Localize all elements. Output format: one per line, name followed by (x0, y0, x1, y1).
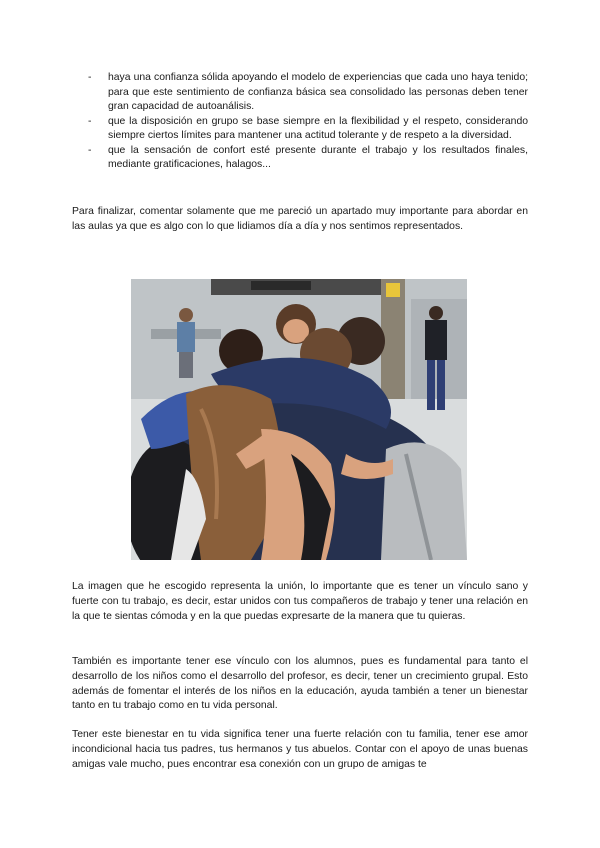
bullet-item (88, 71, 528, 115)
group-hug-photo (131, 279, 467, 560)
paragraph-conclusion: Para finalizar, comentar solamente que me pareció un apartado muy importante para abordar en las aulas ya que es algo con lo que lidiamos día a día y nos sentimos representados. (72, 206, 528, 232)
bullet-list (88, 71, 528, 173)
bullet-dash: - (88, 72, 92, 83)
bullet-item (88, 115, 528, 144)
bullet-item (88, 144, 528, 173)
bullet-text: haya una confianza sólida apoyando el modelo de experiencias que cada uno haya tenido; para que este sentimiento de confianza básica sea consolidado las personas deben tener gran capacidad de autoanálisis. (108, 72, 528, 112)
paragraph-image-meaning: La imagen que he escogido representa la unión, lo importante que es tener un vínculo sano y fuerte con tu trabajo, es decir, estar unidos con tus compañeros de trabajo y tener una relación en la que te sientas cómoda y en la que puedas expresarte de la manera que tu quieras. (72, 581, 528, 622)
bullet-text: que la sensación de confort esté presente durante el trabajo y los resultados finales, mediante gratificaciones, halagos... (108, 144, 528, 170)
paragraph-students-bond: También es importante tener ese vínculo con los alumnos, pues es fundamental para tanto el desarrollo de los niños como el desarrollo del profesor, es decir, tener un crecimiento grupal. Esto además de fomentar el interés de los niños en la educación, ayuda también a tener un bienestar tanto en tu trabajo como en tu vida personal. (72, 656, 528, 712)
bullet-dash: - (88, 144, 92, 156)
bullet-text: que la disposición en grupo se base siempre en la flexibilidad y el respeto, considerando siempre ciertos límites para mantener una actitud tolerante y de respeto a la diversidad. (108, 115, 528, 141)
bullet-dash: - (88, 115, 92, 127)
photo-illustration (131, 279, 467, 560)
paragraph-wellbeing: Tener este bienestar en tu vida significa tener una fuerte relación con tu familia, tener ese amor incondicional hacia tus padres, tus hermanos y tus abuelos. Contar con el apoyo de unas buenas amigas vale mucho, pues encontrar esa conexión con un grupo de amigas te (72, 729, 528, 770)
